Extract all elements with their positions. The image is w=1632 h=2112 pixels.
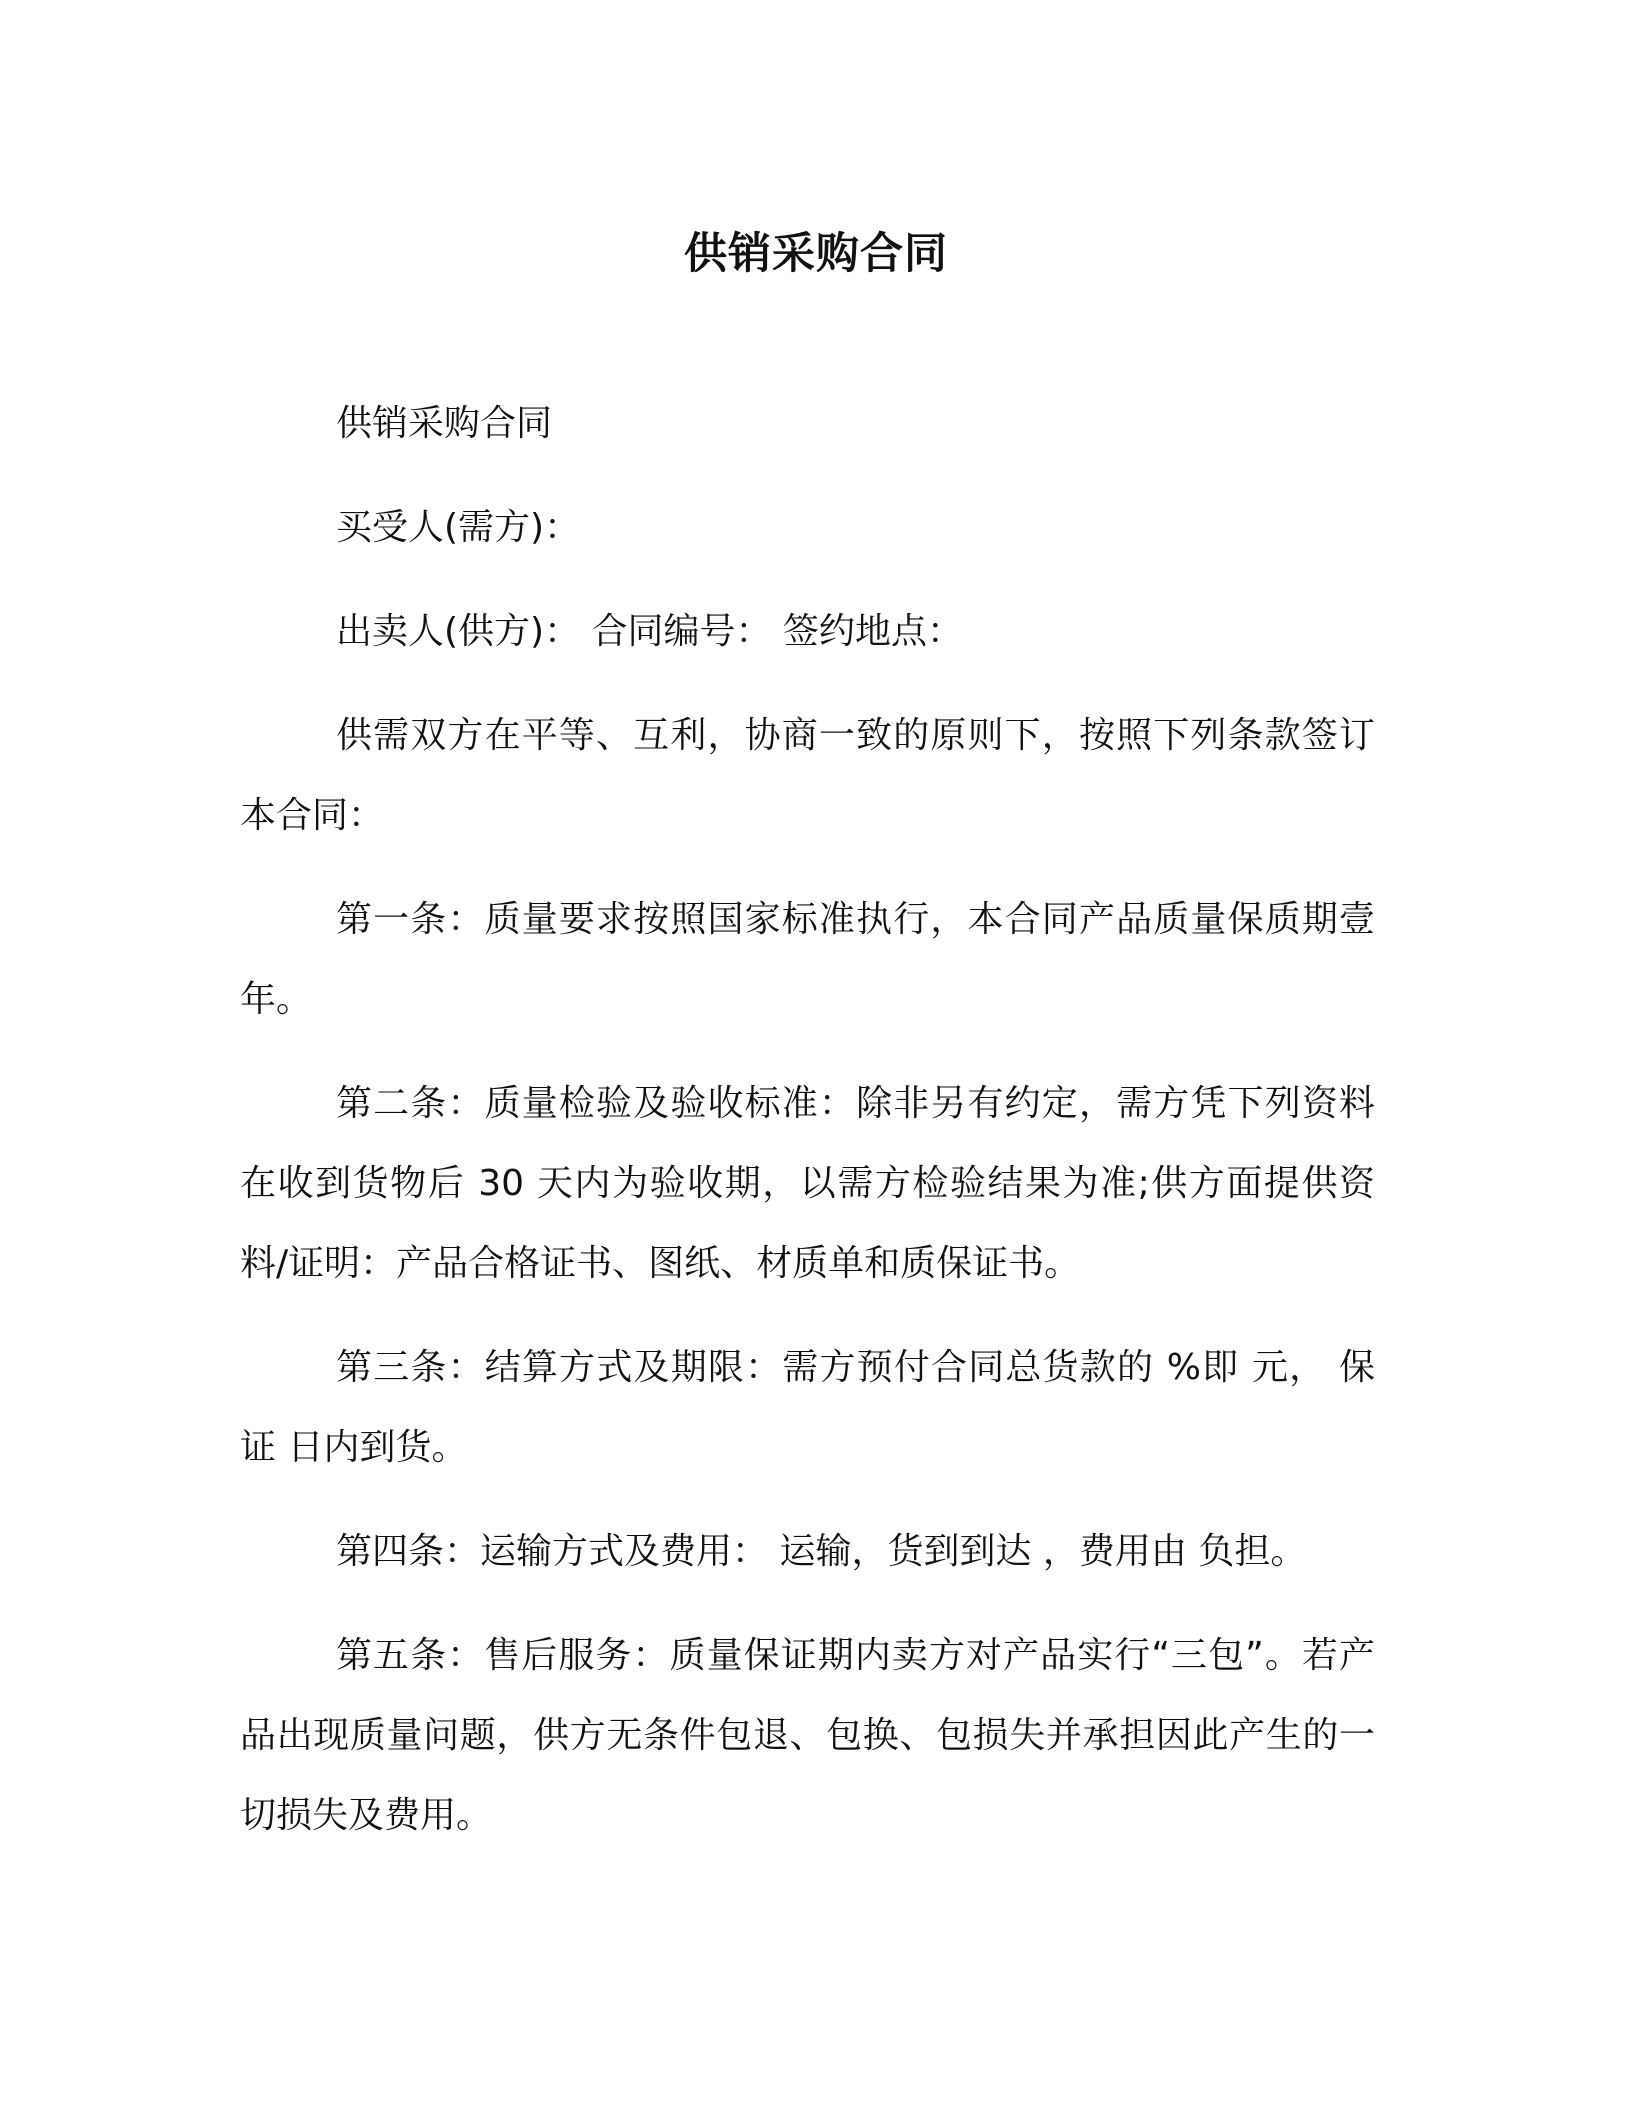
paragraph-article-1: 第一条：质量要求按照国家标准执行，本合同产品质量保质期壹年。 bbox=[240, 899, 1375, 1020]
paragraph-article-4: 第四条：运输方式及费用： 运输，货到到达 ，费用由 负担。 bbox=[336, 1531, 1307, 1572]
paragraph-article-2: 第二条：质量检验及验收标准：除非另有约定，需方凭下列资料在收到货物后 30 天内为验收期，以需方检验结果为准;供方面提供资料/证明：产品合格证书、图纸、材质单和质保证书。 bbox=[240, 1083, 1375, 1284]
paragraph-heading: 供销采购合同 bbox=[336, 403, 553, 444]
document-body bbox=[240, 384, 1375, 1880]
document-title: 供销采购合同 bbox=[684, 229, 948, 279]
paragraph-buyer: 买受人(需方)： bbox=[336, 507, 581, 548]
paragraph-article-5: 第五条：售后服务：质量保证期内卖方对产品实行“三包”。若产品出现质量问题，供方无条件包退、包换、包损失并承担因此产生的一切损失及费用。 bbox=[240, 1635, 1375, 1836]
paragraph-seller: 出卖人(供方)： 合同编号： 签约地点： bbox=[336, 611, 963, 652]
paragraph-article-3: 第三条：结算方式及期限：需方预付合同总货款的 %即 元， 保证 日内到货。 bbox=[240, 1347, 1375, 1468]
paragraph-preamble: 供需双方在平等、互利，协商一致的原则下，按照下列条款签订本合同： bbox=[240, 715, 1375, 836]
